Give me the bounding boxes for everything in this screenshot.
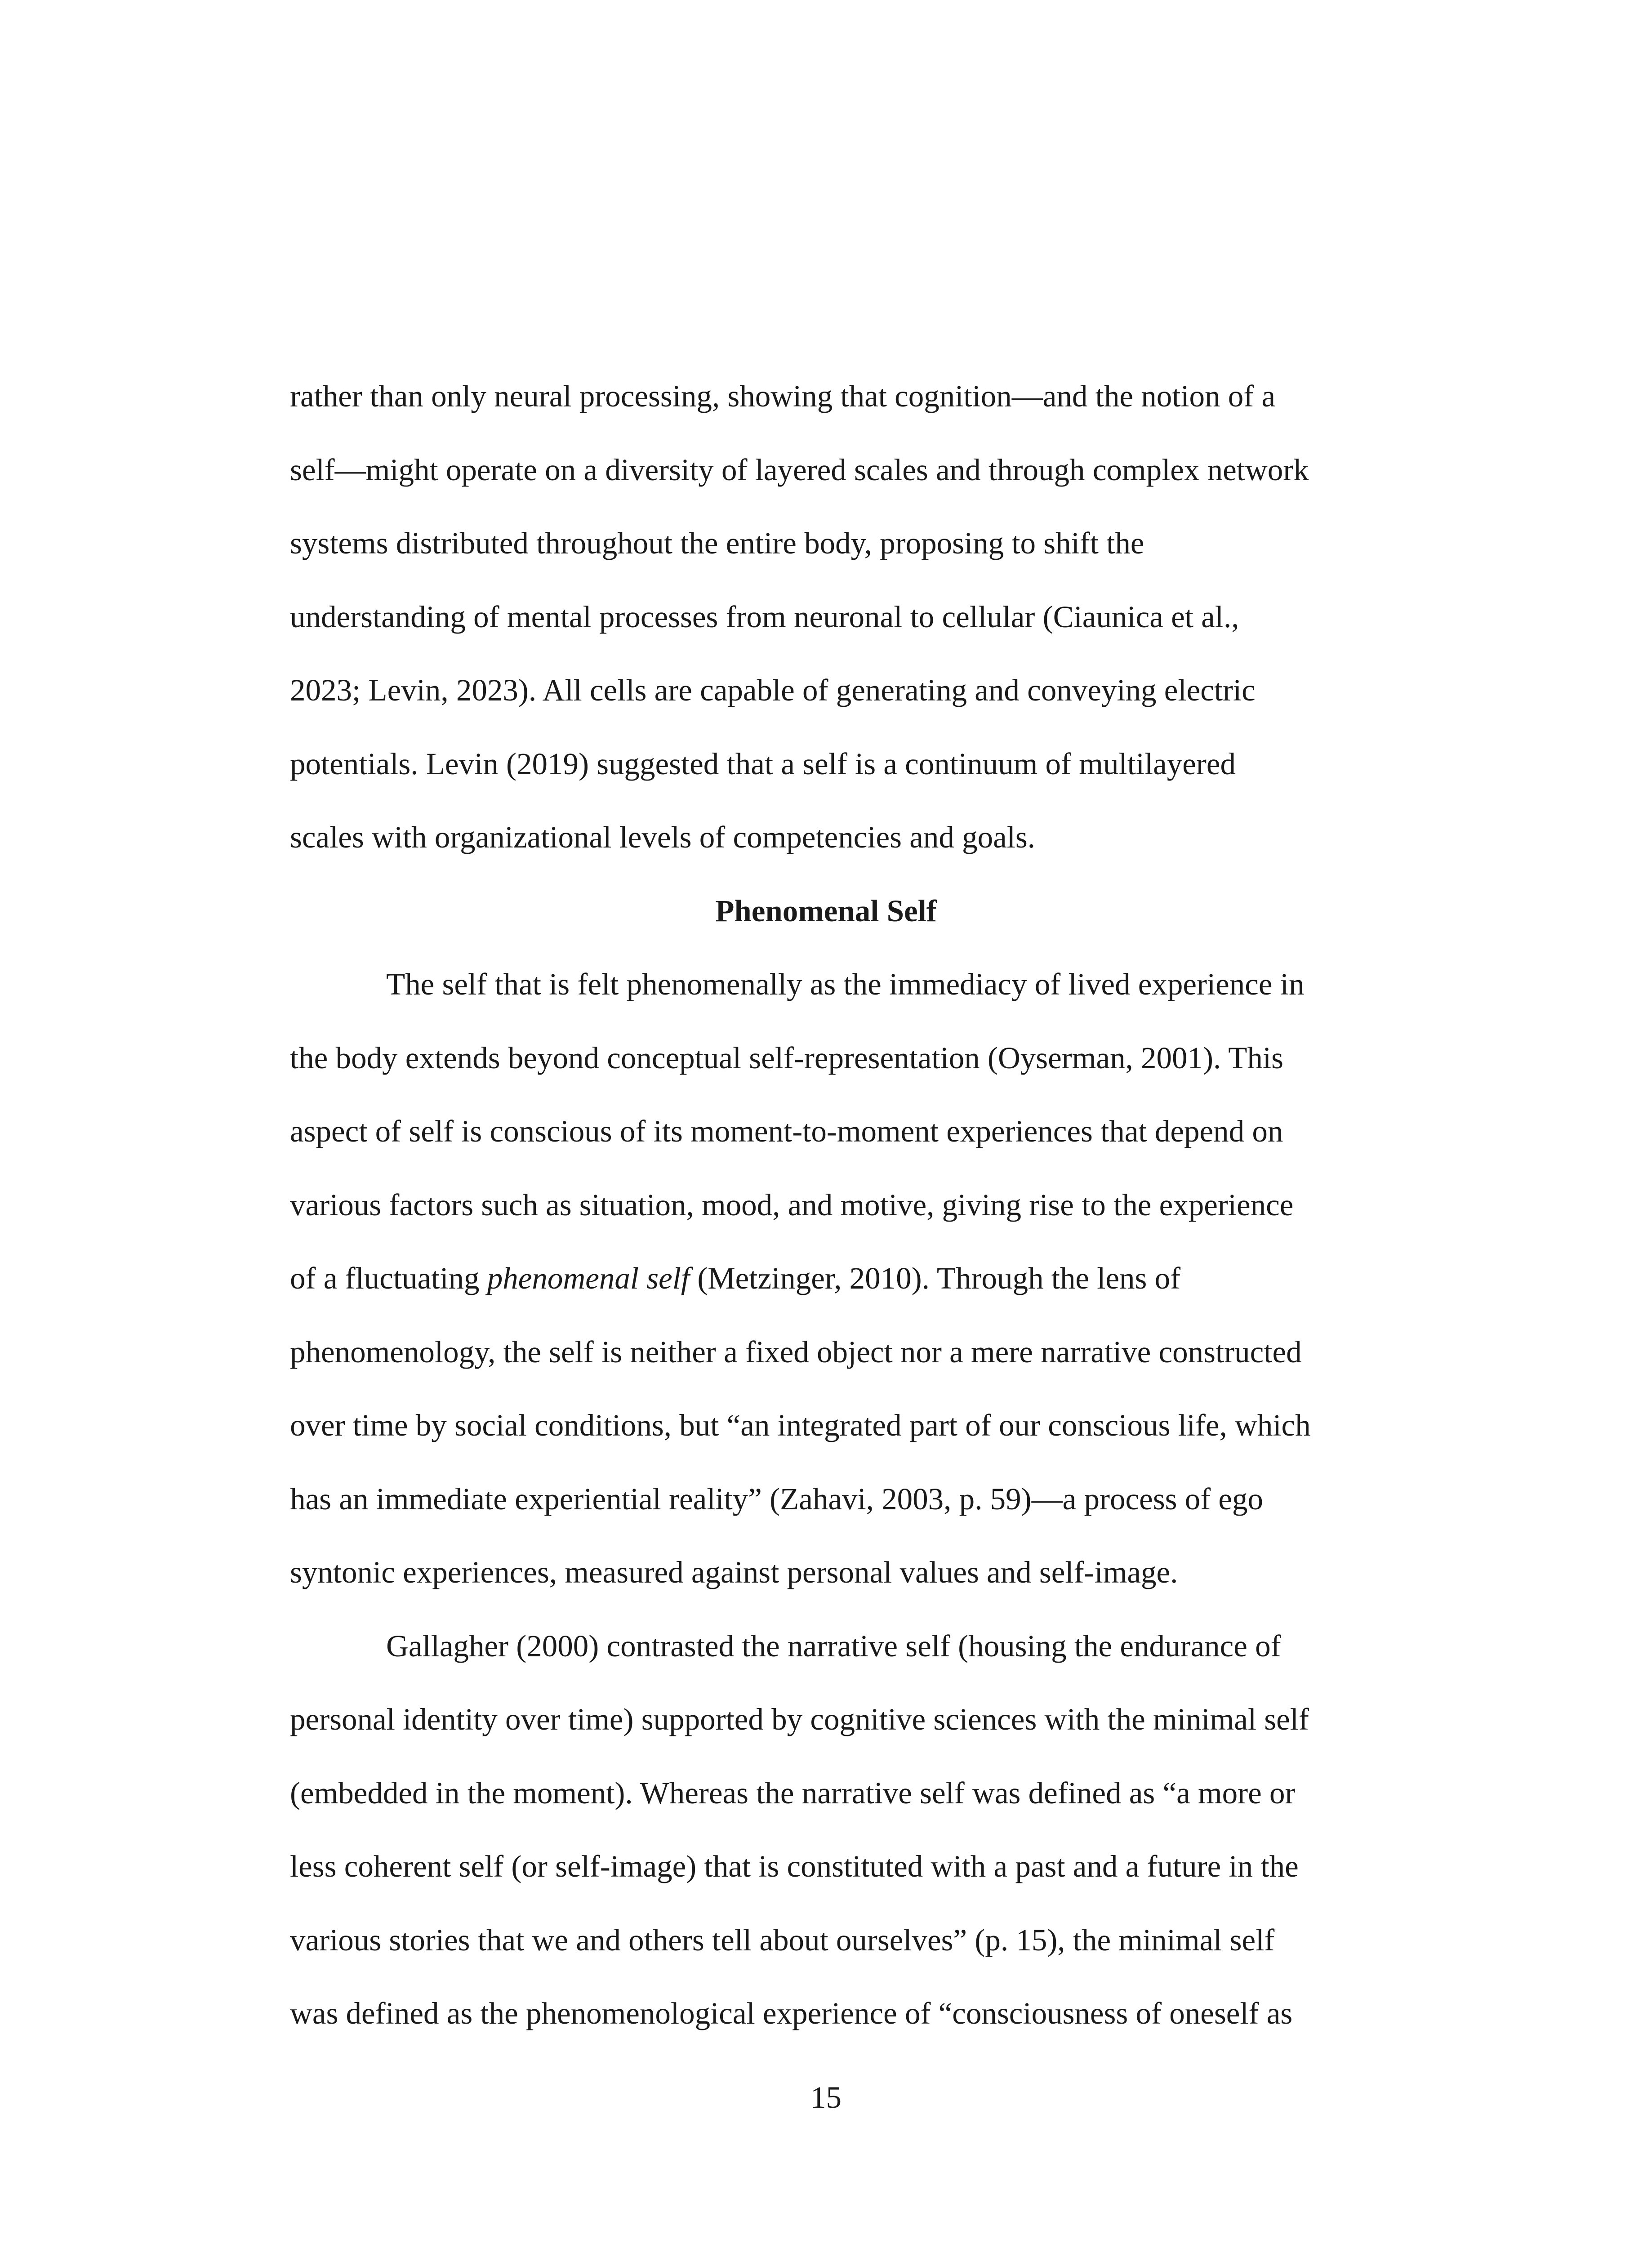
text-line: was defined as the phenomenological experience of “consciousness of oneself as	[290, 1996, 1293, 2030]
text-line: The self that is felt phenomenally as the immediacy of lived experience in	[386, 967, 1305, 1001]
text-line: systems distributed throughout the entire body, proposing to shift the	[290, 526, 1144, 560]
text-line-with-italic	[290, 1242, 1362, 1316]
text-line: has an immediate experiential reality” (Zahavi, 2003, p. 59)—a process of ego	[290, 1481, 1264, 1516]
italic-term: phenomenal self	[487, 1261, 690, 1295]
text-line: (embedded in the moment). Whereas the narrative self was defined as “a more or	[290, 1775, 1296, 1810]
section-heading: Phenomenal Self	[715, 893, 937, 928]
text-line: scales with organizational levels of competencies and goals.	[290, 820, 1036, 854]
text-line: over time by social conditions, but “an integrated part of our conscious life, which	[290, 1408, 1311, 1442]
text-line: 2023; Levin, 2023). All cells are capable of generating and conveying electric	[290, 673, 1256, 707]
text-span: of a fluctuating	[290, 1261, 487, 1295]
text-line: Gallagher (2000) contrasted the narrative self (housing the endurance of	[386, 1628, 1281, 1663]
text-line: personal identity over time) supported by cognitive sciences with the minimal self	[290, 1702, 1309, 1736]
text-line: syntonic experiences, measured against personal values and self-image.	[290, 1555, 1178, 1589]
text-line: phenomenology, the self is neither a fixed object nor a mere narrative constructed	[290, 1334, 1302, 1369]
text-span: (Metzinger, 2010). Through the lens of	[690, 1261, 1181, 1295]
body-text	[290, 360, 1362, 2051]
text-line: less coherent self (or self-image) that is constituted with a past and a future in the	[290, 1849, 1299, 1883]
text-line: various factors such as situation, mood, and motive, giving rise to the experience	[290, 1187, 1294, 1222]
text-line: rather than only neural processing, showing that cognition—and the notion of a	[290, 379, 1276, 413]
text-line: aspect of self is conscious of its moment-to-moment experiences that depend on	[290, 1114, 1283, 1148]
page-number: 15	[810, 2080, 842, 2114]
text-line: various stories that we and others tell about ourselves” (p. 15), the minimal self	[290, 1922, 1275, 1957]
text-line: self—might operate on a diversity of layered scales and through complex network	[290, 452, 1309, 487]
text-line: the body extends beyond conceptual self-representation (Oyserman, 2001). This	[290, 1040, 1283, 1075]
text-line: potentials. Levin (2019) suggested that a self is a continuum of multilayered	[290, 746, 1236, 781]
text-line: understanding of mental processes from neuronal to cellular (Ciaunica et al.,	[290, 599, 1239, 634]
